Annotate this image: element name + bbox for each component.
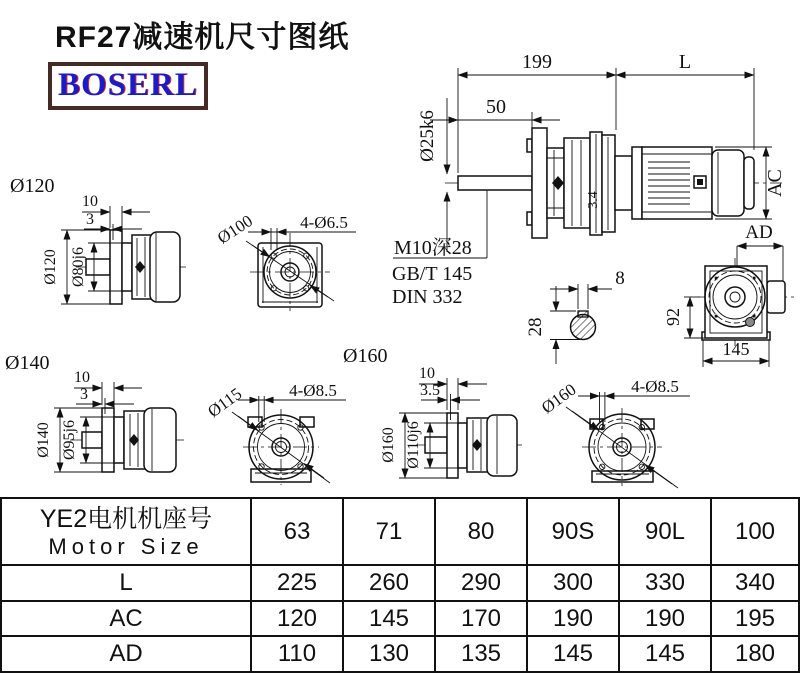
dim-spigot-120: Ø80j6	[70, 247, 87, 287]
col-header: 90S	[527, 498, 619, 565]
note-standard-din: DIN 332	[392, 286, 463, 308]
brand-logo-text: BOSERL	[58, 67, 198, 103]
table-row-AC	[1, 601, 799, 637]
cell: 290	[435, 565, 527, 601]
row-label: AC	[1, 601, 251, 637]
row-label: L	[1, 565, 251, 601]
dim-circle-115: Ø115	[204, 383, 246, 422]
dim-outer-160: Ø160	[380, 427, 397, 463]
dim-key-height: 28	[525, 317, 546, 337]
cell: 260	[343, 565, 435, 601]
view-label-120: Ø120	[10, 175, 55, 197]
front-view-115	[204, 381, 346, 485]
cell: 110	[251, 636, 343, 672]
dim-holes-100: 4-Ø6.5	[300, 213, 348, 232]
dim-circle-f160: Ø160	[537, 379, 580, 418]
dim-199: 199	[522, 51, 552, 73]
keyway-section-view	[525, 268, 625, 364]
dim-holes-115: 4-Ø8.5	[289, 381, 337, 400]
cell: 195	[711, 601, 799, 637]
cell: 225	[251, 565, 343, 601]
dim-t1-140: 10	[74, 369, 90, 386]
dim-AD: AD	[745, 222, 773, 243]
table-row-AD	[1, 636, 799, 672]
front-view-160	[538, 377, 690, 488]
col-header: 63	[251, 498, 343, 565]
cell: 180	[711, 636, 799, 672]
table-row-L	[1, 565, 799, 601]
note-tapped-hole: M10深28	[394, 237, 472, 259]
dim-t2-140: 3	[80, 386, 88, 403]
cell: 145	[619, 636, 711, 672]
dim-outer-120: Ø120	[42, 249, 59, 285]
cell: 190	[619, 601, 711, 637]
row-label: AD	[1, 636, 251, 672]
cell: 170	[435, 601, 527, 637]
dim-spigot-140: Ø95j6	[61, 420, 78, 460]
marking-3-4: 3.4	[586, 191, 601, 209]
dim-AC: AC	[764, 169, 786, 197]
flange-view-120	[10, 175, 186, 304]
cell: 145	[343, 601, 435, 637]
cell: 300	[527, 565, 619, 601]
dim-back-width: 145	[722, 339, 750, 359]
page-title: RF27减速机尺寸图纸	[55, 21, 350, 54]
col-header: 100	[711, 498, 799, 565]
dim-50: 50	[486, 96, 506, 118]
cell: 330	[619, 565, 711, 601]
dim-key-width: 8	[615, 268, 625, 289]
dim-back-height: 92	[663, 308, 683, 326]
cell: 190	[527, 601, 619, 637]
dim-spigot-160: Ø110j6	[405, 421, 422, 469]
dim-holes-f160: 4-Ø8.5	[631, 377, 679, 396]
dim-t2-160: 3.5	[420, 382, 440, 399]
dim-outer-140: Ø140	[35, 422, 52, 458]
header-motor-size	[1, 498, 251, 565]
table-header-row	[1, 498, 799, 565]
dim-shaft-diameter: Ø25k6	[417, 110, 438, 162]
note-standard-gbt: GB/T 145	[392, 263, 473, 285]
cell: 145	[527, 636, 619, 672]
cell: 340	[711, 565, 799, 601]
dim-L: L	[678, 51, 692, 73]
front-view-100	[214, 211, 356, 311]
dim-t1-160: 10	[419, 365, 435, 382]
flange-view-160-side	[343, 345, 522, 478]
col-header: 90L	[619, 498, 711, 565]
header-motor-size-en: Motor Size	[48, 534, 204, 560]
cell: 130	[343, 636, 435, 672]
motor-back-view	[663, 258, 795, 367]
dim-t1-120: 10	[82, 193, 98, 210]
dim-circle-100: Ø100	[213, 211, 257, 248]
flange-view-140	[5, 352, 186, 472]
col-header: 80	[435, 498, 527, 565]
view-label-140: Ø140	[5, 352, 50, 374]
cell: 120	[251, 601, 343, 637]
col-header: 71	[343, 498, 435, 565]
motor-dimension-table	[0, 497, 800, 673]
cell: 135	[435, 636, 527, 672]
header-motor-size-cn: YE2电机机座号	[39, 504, 213, 533]
view-label-160: Ø160	[343, 345, 388, 367]
dim-t2-120: 3	[86, 211, 94, 228]
